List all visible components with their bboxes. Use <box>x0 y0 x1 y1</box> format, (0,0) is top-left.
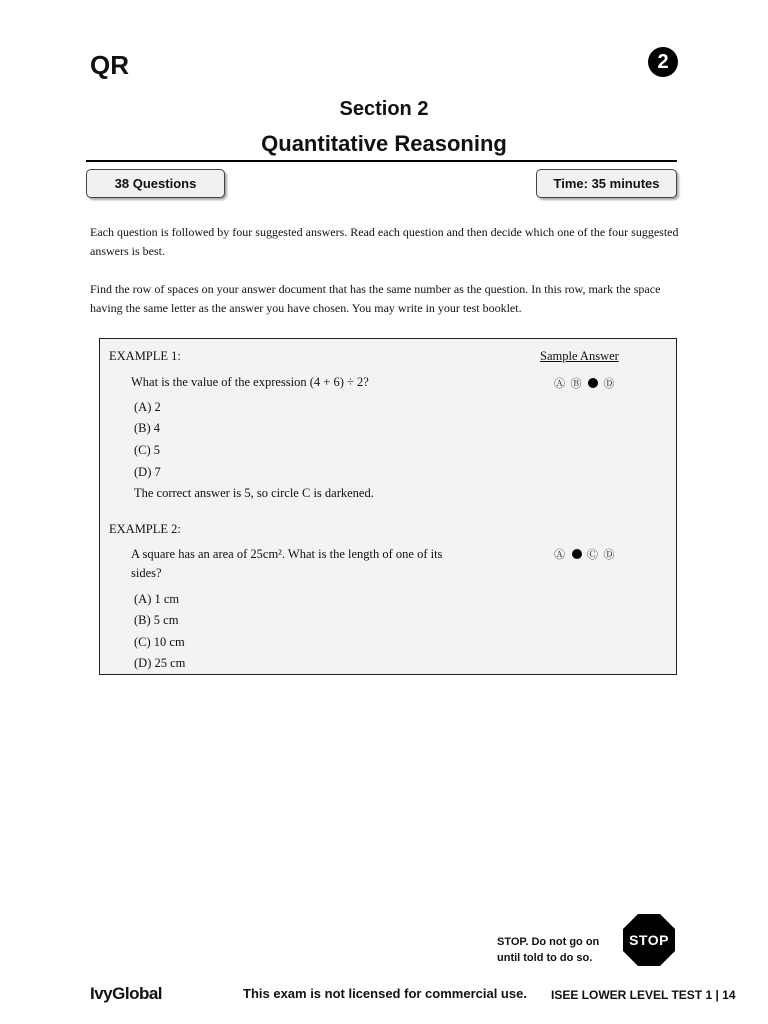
example-1-answer-bubbles <box>554 375 616 391</box>
instructions-paragraph-1: Each question is followed by four suggested answers. Read each question and then decide which one of the four suggested answers is best. <box>90 225 679 258</box>
example-1-explanation: The correct answer is 5, so circle C is darkened. <box>134 486 374 500</box>
instructions-paragraph-2: Find the row of spaces on your answer document that has the same number as the question. In this row, mark the space having the same letter as the answer you have chosen. You may write in your test booklet. <box>90 282 661 315</box>
bubble-a-icon: Ⓐ <box>554 377 566 390</box>
example-1-option-c: (C) 5 <box>134 443 161 457</box>
example-1-option-b: (B) 4 <box>134 421 161 435</box>
stop-sign-icon <box>622 913 676 967</box>
bubble-a-icon: Ⓐ <box>554 548 566 561</box>
sample-answer-label: Sample Answer <box>540 349 619 363</box>
example-1-question: What is the value of the expression (4 + 6) ÷ 2? <box>131 375 369 389</box>
section-number-badge: 2 <box>648 47 678 77</box>
stop-instruction <box>497 934 599 966</box>
examples-box <box>99 338 677 675</box>
bubble-b-icon: Ⓑ <box>570 377 583 390</box>
section-subtitle: Quantitative Reasoning <box>261 131 507 156</box>
example-1-option-a: (A) 2 <box>134 400 161 414</box>
example-2-label: EXAMPLE 2: <box>109 522 181 536</box>
example-2-option-a: (A) 1 cm <box>134 592 180 606</box>
questions-count-badge: 38 Questions <box>86 169 225 198</box>
example-2-option-c: (C) 10 cm <box>134 635 185 649</box>
example-2-option-b: (B) 5 cm <box>134 613 179 627</box>
stop-sign-text: STOP <box>629 932 669 948</box>
time-limit-badge: Time: 35 minutes <box>536 169 677 198</box>
example-2-answer-bubbles <box>554 546 616 562</box>
stop-instruction-line-2: until told to do so. <box>497 952 593 964</box>
section-code: QR <box>90 50 129 80</box>
example-1-option-d: (D) 7 <box>134 465 161 479</box>
bubble-c-icon: Ⓒ <box>587 548 599 561</box>
bubble-b-filled-icon <box>572 549 582 559</box>
test-page-label: ISEE LOWER LEVEL TEST 1 | 14 <box>551 988 736 1002</box>
example-2-option-d: (D) 25 cm <box>134 656 186 670</box>
bubble-d-icon: Ⓓ <box>603 548 616 561</box>
example-2-question-line-2: sides? <box>131 566 162 580</box>
publisher-logo: IvyGlobal <box>90 984 163 1003</box>
license-notice: This exam is not licensed for commercial use. <box>243 986 527 1001</box>
stop-instruction-line-1: STOP. Do not go on <box>497 936 600 948</box>
title-divider <box>86 160 677 162</box>
example-1-label: EXAMPLE 1: <box>109 349 181 363</box>
example-2-question-line-1: A square has an area of 25cm². What is the length of one of its <box>131 547 443 561</box>
bubble-d-icon: Ⓓ <box>603 377 616 390</box>
section-title: Section 2 <box>339 98 429 120</box>
bubble-c-filled-icon <box>588 378 598 388</box>
